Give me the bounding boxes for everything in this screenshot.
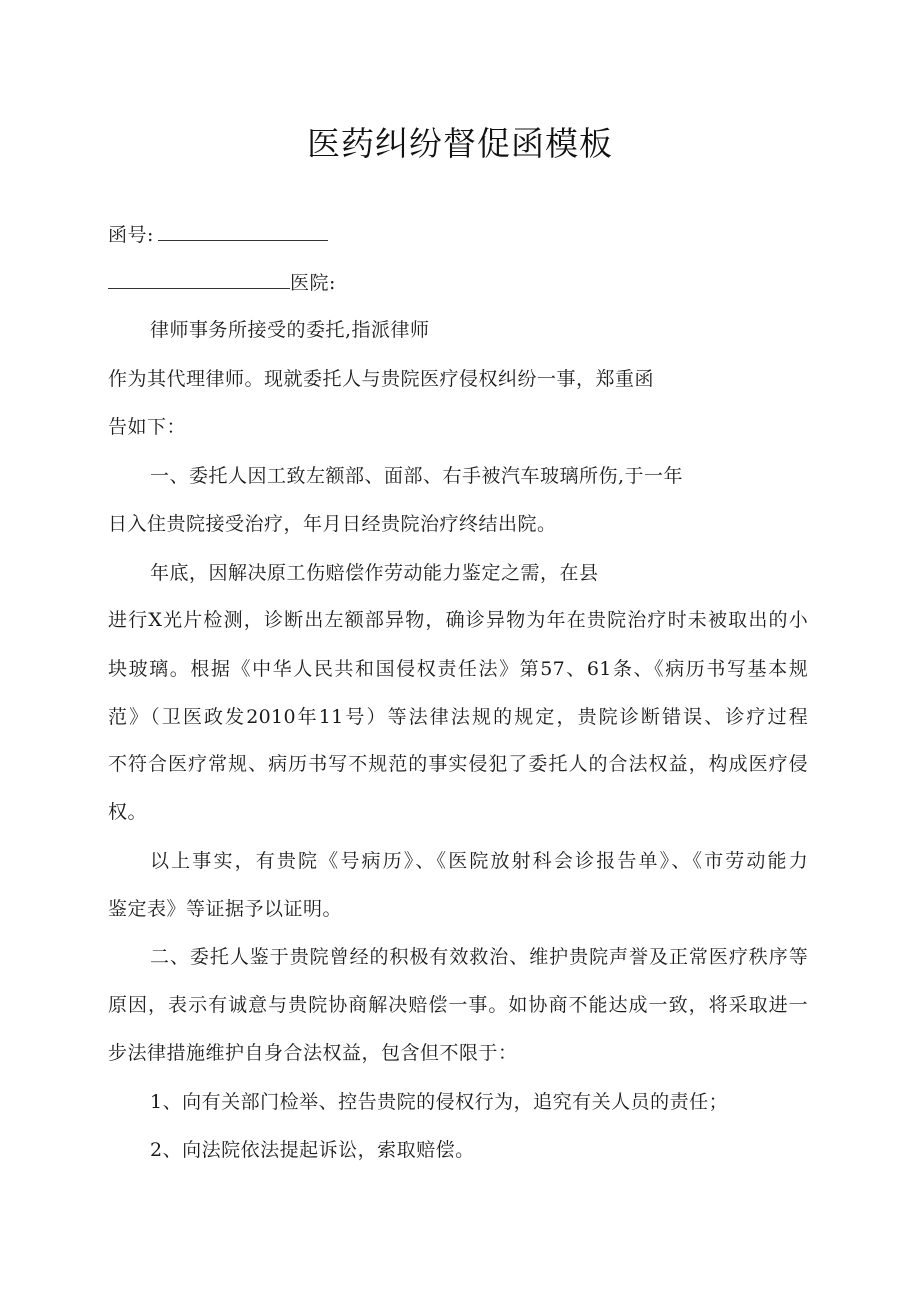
paragraph-line: 一、委托人因工致左额部、面部、右手被汽车玻璃所伤,于一年: [150, 465, 684, 487]
list-item: 2、向法院依法提起诉讼，索取赔偿。: [150, 1139, 475, 1161]
paragraph-line: 律师事务所接受的委托,指派律师: [150, 319, 430, 341]
paragraph-line: 鉴定表》等证据予以证明。: [108, 898, 343, 920]
paragraph-line: 年底，因解决原工伤赔偿作劳动能力鉴定之需，在县: [150, 562, 599, 584]
paragraph-line: 权。: [108, 801, 148, 823]
letter-number-label: 函号:: [108, 224, 154, 246]
paragraph-line: 告如下：: [108, 416, 187, 438]
paragraph-line: 二、委托人鉴于贵院曾经的积极有效救治、维护贵院声誉及正常医疗秩序等: [150, 946, 808, 968]
list-item: 1、向有关部门检举、控告贵院的侵权行为，追究有关人员的责任；: [150, 1091, 729, 1113]
hospital-name-blank: [108, 270, 290, 289]
letter-number-line: [108, 222, 328, 247]
paragraph-line: 不符合医疗常规、病历书写不规范的事实侵犯了委托人的合法权益，构成医疗侵: [108, 753, 808, 775]
hospital-suffix: 医院:: [290, 272, 336, 294]
paragraph-line: 以上事实，有贵院《号病历》、《医院放射科会诊报告单》、《市劳动能力: [150, 850, 808, 872]
letter-number-blank: [158, 222, 328, 241]
paragraph-line: 范》（卫医政发2010年11号）等法律法规的规定，贵院诊断错误、诊疗过程: [108, 706, 808, 728]
paragraph-line: 进行X光片检测，诊断出左额部异物，确诊异物为年在贵院治疗时未被取出的小: [108, 609, 808, 631]
paragraph-line: 步法律措施维护自身合法权益，包含但不限于：: [108, 1042, 518, 1064]
paragraph-line: 块玻璃。根据《中华人民共和国侵权责任法》第57、61条、《病历书写基本规: [108, 658, 808, 680]
paragraph-line: 日入住贵院接受治疗，年月日经贵院治疗终结出院。: [108, 513, 557, 535]
hospital-line: [108, 270, 336, 295]
paragraph-line: 作为其代理律师。现就委托人与贵院医疗侵权纠纷一事，郑重函: [108, 368, 655, 390]
paragraph-line: 原因，表示有诚意与贵院协商解决赔偿一事。如协商不能达成一致，将采取进一: [108, 994, 808, 1016]
document-title: 医药纠纷督促函模板: [307, 124, 613, 163]
